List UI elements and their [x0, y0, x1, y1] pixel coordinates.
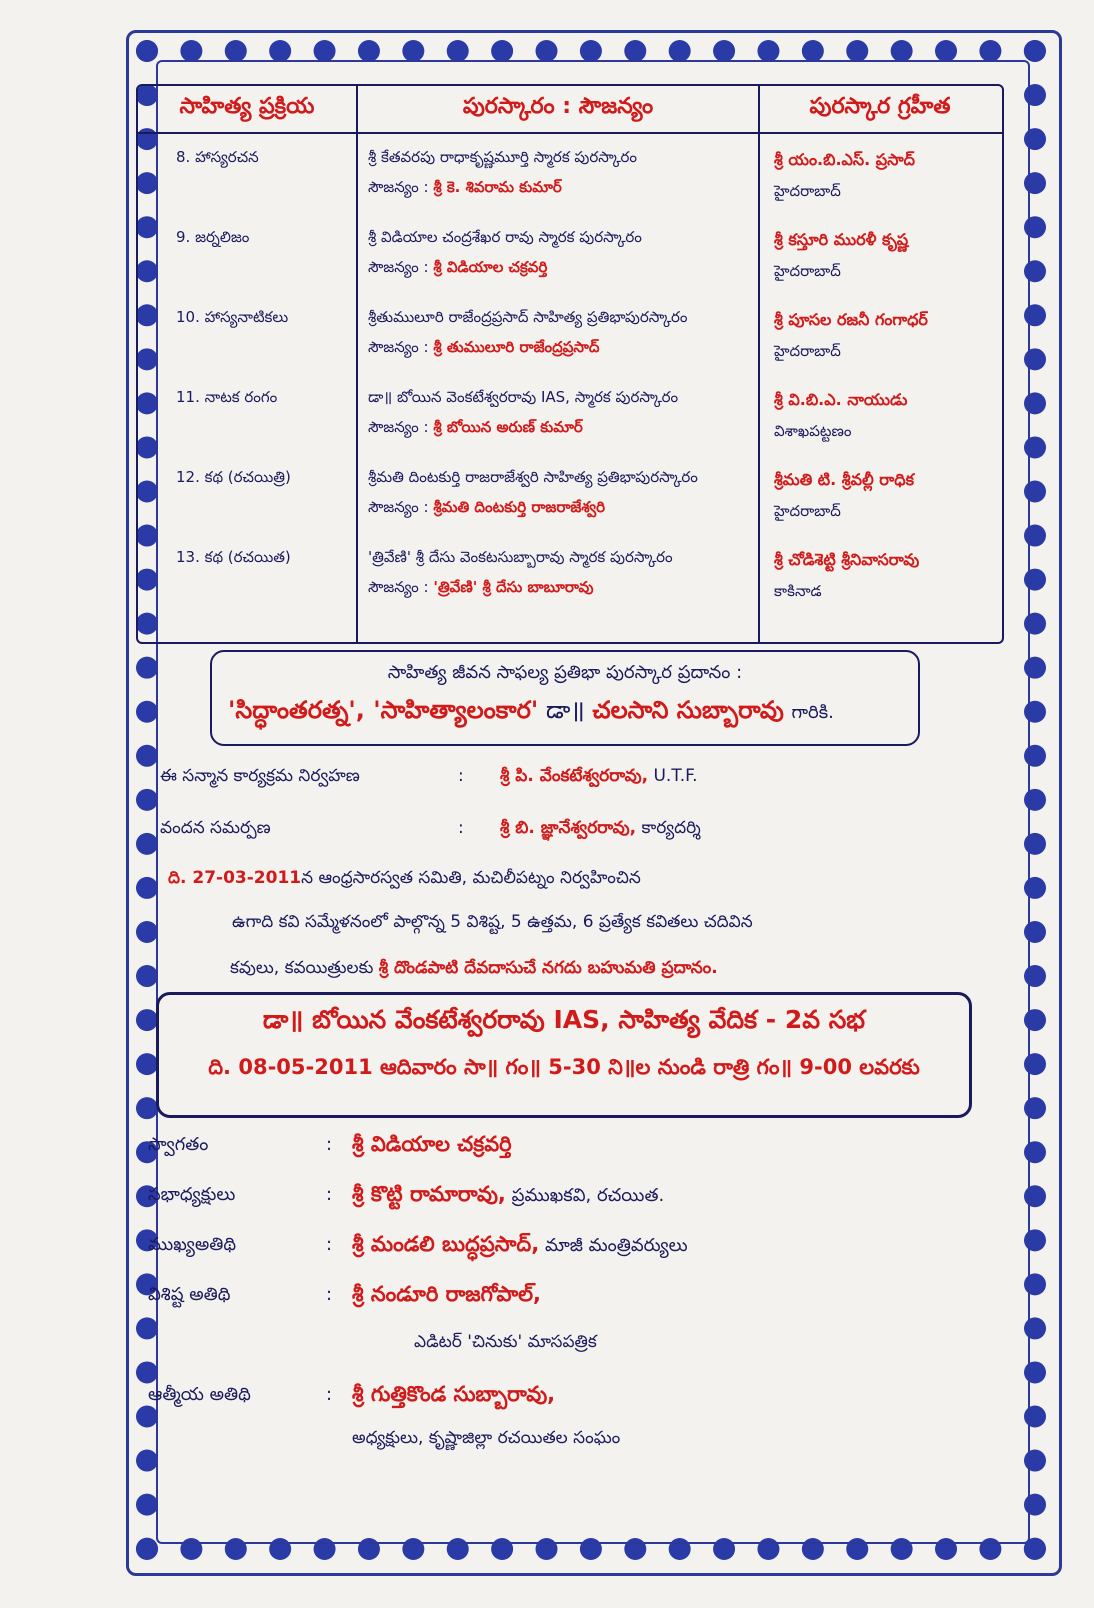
- ugadi-date: ది. 27-03-2011: [168, 868, 302, 888]
- recipient-place: విశాఖపట్టణం: [774, 422, 852, 440]
- guest-name: శ్రీ మండలి బుద్ధప్రసాద్,: [352, 1232, 540, 1256]
- colon: :: [458, 818, 464, 838]
- guest-name: శ్రీ నండూరి రాజగోపాల్,: [352, 1282, 542, 1306]
- guest-role: ఆత్మీయ అతిథి: [148, 1384, 251, 1405]
- guest-role: ముఖ్యఅతిథి: [148, 1234, 237, 1255]
- guest-entry: [352, 1282, 541, 1312]
- vote-of-thanks-label: వందన సమర్పణ: [160, 818, 271, 838]
- recipient-place: హైదరాబాద్: [774, 182, 841, 200]
- sponsor-name: శ్రీ బోయిన అరుణ్ కుమార్: [433, 418, 583, 436]
- award-name: శ్రీ విడియాల చంద్రశేఖర రావు స్మారక పురస్కారం: [368, 228, 642, 246]
- recipient-name: శ్రీ యం.బి.ఎస్. ప్రసాద్: [774, 150, 915, 169]
- vote-of-thanks-role: కార్యదర్శి: [641, 818, 701, 838]
- guest-role: స్వాగతం: [148, 1134, 209, 1155]
- ugadi-line-1: [168, 868, 641, 892]
- colon: :: [326, 1284, 333, 1305]
- guest-note: ప్రముఖకవి, రచయిత.: [511, 1185, 665, 1206]
- category: 13. కథ (రచయిత): [176, 548, 291, 566]
- sponsor-name: శ్రీ కె. శివరామ కుమార్: [433, 178, 562, 196]
- guest-note: అధ్యక్షులు, కృష్ణాజిల్లా రచయితల సంఘం: [352, 1428, 621, 1448]
- category: 12. కథ (రచయిత్రి): [176, 468, 291, 486]
- recipient-name: శ్రీ పూసల రజనీ గంగాధర్: [774, 310, 928, 329]
- colon: :: [326, 1234, 333, 1255]
- colon: :: [326, 1134, 333, 1155]
- colon: :: [326, 1384, 333, 1405]
- guest-note: ఎడిటర్ 'చినుకు' మాసపత్రిక: [414, 1332, 597, 1352]
- meeting-datetime: ది. 08-05-2011 ఆదివారం సా॥ గం॥ 5-30 ని॥ల నుండి రాత్రి గం॥ 9-00 లవరకు: [208, 1055, 920, 1079]
- sponsor-label: సౌజన్యం :: [368, 418, 429, 436]
- guest-entry: [352, 1382, 555, 1412]
- lifetime-heading: సాహిత్య జీవన సాఫల్య ప్రతిభా పురస్కార ప్రదానం :: [387, 662, 743, 683]
- sponsor: [368, 178, 562, 200]
- award-name: శ్రీతుములూరి రాజేంద్రప్రసాద్ సాహిత్య ప్రతిభాపురస్కారం: [368, 308, 688, 326]
- guest-role: విశిష్ట అతిథి: [148, 1284, 231, 1305]
- organiser-name: [500, 766, 698, 790]
- recipient-name: శ్రీ వి.బి.ఎ. నాయుడు: [774, 390, 908, 409]
- award-name: 'త్రివేణి' శ్రీ దేసు వెంకటసుబ్బారావు స్మారక పురస్కారం: [368, 548, 673, 566]
- recipient-place: హైదరాబాద్: [774, 262, 841, 280]
- sponsor-label: సౌజన్యం :: [368, 578, 429, 596]
- ugadi-line3-text: కవులు, కవయిత్రులకు: [230, 958, 374, 978]
- lifetime-titles: 'సిద్ధాంతరత్న', 'సాహిత్యాలంకార': [228, 696, 539, 724]
- guest-name: శ్రీ విడియాల చక్రవర్తి: [352, 1132, 512, 1156]
- guest-role: సభాధ్యక్షులు: [148, 1184, 236, 1205]
- table-row: [138, 142, 1002, 222]
- awards-table: [136, 84, 1004, 644]
- award-name: శ్రీమతి దింటకుర్తి రాజరాజేశ్వరి సాహిత్య ప్రతిభాపురస్కారం: [368, 468, 698, 486]
- sponsor: [368, 498, 605, 520]
- ugadi-prize-giver: శ్రీ దొండపాటి దేవదాసుచే నగదు బహుమతి ప్రదానం.: [378, 958, 718, 978]
- header-award: పురస్కారం : సౌజన్యం: [462, 94, 654, 119]
- vote-of-thanks-person: శ్రీ బి. జ్ఞానేశ్వరరావు,: [500, 818, 637, 838]
- ugadi-line-2: ఉగాది కవి సమ్మేళనంలో పాల్గొన్న 5 విశిష్ట, 5 ఉత్తమ, 6 ప్రత్యేక కవితలు చదివిన: [232, 912, 753, 932]
- organiser-label: ఈ సన్మాన కార్యక్రమ నిర్వహణ: [160, 766, 360, 786]
- sponsor: [368, 258, 547, 280]
- category: 11. నాటక రంగం: [176, 388, 278, 406]
- sponsor: [368, 338, 599, 360]
- sponsor: [368, 418, 583, 440]
- header-recipient: పురస్కార గ్రహీత: [809, 94, 951, 119]
- colon: :: [326, 1184, 333, 1205]
- recipient-place: కాకినాడ: [774, 582, 822, 600]
- award-name: శ్రీ కేతవరపు రాధాకృష్ణమూర్తి స్మారక పురస్కారం: [368, 148, 638, 166]
- award-name: డా॥ బోయిన వెంకటేశ్వరరావు IAS, స్మారక పురస్కారం: [368, 388, 679, 406]
- vote-of-thanks-name: [500, 818, 701, 842]
- recipient-place: హైదరాబాద్: [774, 342, 841, 360]
- colon: :: [458, 766, 464, 786]
- table-row: [138, 222, 1002, 302]
- recipient-name: శ్రీ చోడిశెట్టి శ్రీనివాసరావు: [774, 550, 920, 569]
- organiser-person: శ్రీ పి. వేంకటేశ్వరరావు,: [500, 766, 649, 786]
- lifetime-recipient: [228, 696, 918, 730]
- recipient-name: శ్రీమతి టి. శ్రీవల్లీ రాధిక: [774, 470, 914, 489]
- sponsor: [368, 578, 593, 600]
- meeting-title: డా॥ బోయిన వేంకటేశ్వరరావు IAS, సాహిత్య వేదిక - 2వ సభ: [262, 1005, 866, 1034]
- ugadi-line-3: [230, 958, 718, 982]
- sponsor-label: సౌజన్యం :: [368, 178, 429, 196]
- sponsor-name: 'త్రివేణి' శ్రీ దేసు బాబూరావు: [433, 578, 594, 596]
- ugadi-line1-text: న ఆంధ్రసారస్వత సమితి, మచిలీపట్నం నిర్వహించిన: [301, 868, 641, 888]
- table-row: [138, 462, 1002, 542]
- category: 10. హాస్యనాటికలు: [176, 308, 289, 326]
- meeting-box: [156, 992, 972, 1118]
- lifetime-award-box: [210, 650, 920, 746]
- table-row: [138, 302, 1002, 382]
- sponsor-label: సౌజన్యం :: [368, 338, 429, 356]
- table-row: [138, 542, 1002, 622]
- sponsor-name: శ్రీ విడియాల చక్రవర్తి: [433, 258, 548, 276]
- lifetime-name: చలసాని సుబ్బారావు: [592, 696, 784, 724]
- lifetime-suffix: గారికి.: [791, 702, 834, 723]
- sponsor-name: శ్రీ తుములూరి రాజేంద్రప్రసాద్: [433, 338, 600, 356]
- sponsor-label: సౌజన్యం :: [368, 498, 429, 516]
- table-row: [138, 382, 1002, 462]
- guest-entry: [352, 1132, 512, 1162]
- guest-name: శ్రీ కొట్టి రామారావు,: [352, 1182, 506, 1206]
- sponsor-label: సౌజన్యం :: [368, 258, 429, 276]
- guest-entry: [352, 1232, 688, 1262]
- guest-entry: [352, 1182, 664, 1212]
- lifetime-dr: డా॥: [545, 696, 585, 724]
- header-category: సాహిత్య ప్రక్రియ: [179, 94, 315, 119]
- guest-name: శ్రీ గుత్తికొండ సుబ్బారావు,: [352, 1382, 556, 1406]
- recipient-name: శ్రీ కస్తూరి మురళీ కృష్ణ: [774, 230, 909, 249]
- header-divider: [138, 132, 1002, 134]
- category: 9. జర్నలిజం: [176, 228, 250, 246]
- recipient-place: హైదరాబాద్: [774, 502, 841, 520]
- organiser-org: U.T.F.: [653, 766, 698, 786]
- sponsor-name: శ్రీమతి దింటకుర్తి రాజరాజేశ్వరి: [433, 498, 606, 516]
- guest-note: మాజీ మంత్రివర్యులు: [544, 1235, 688, 1256]
- category: 8. హాస్యరచన: [176, 148, 259, 166]
